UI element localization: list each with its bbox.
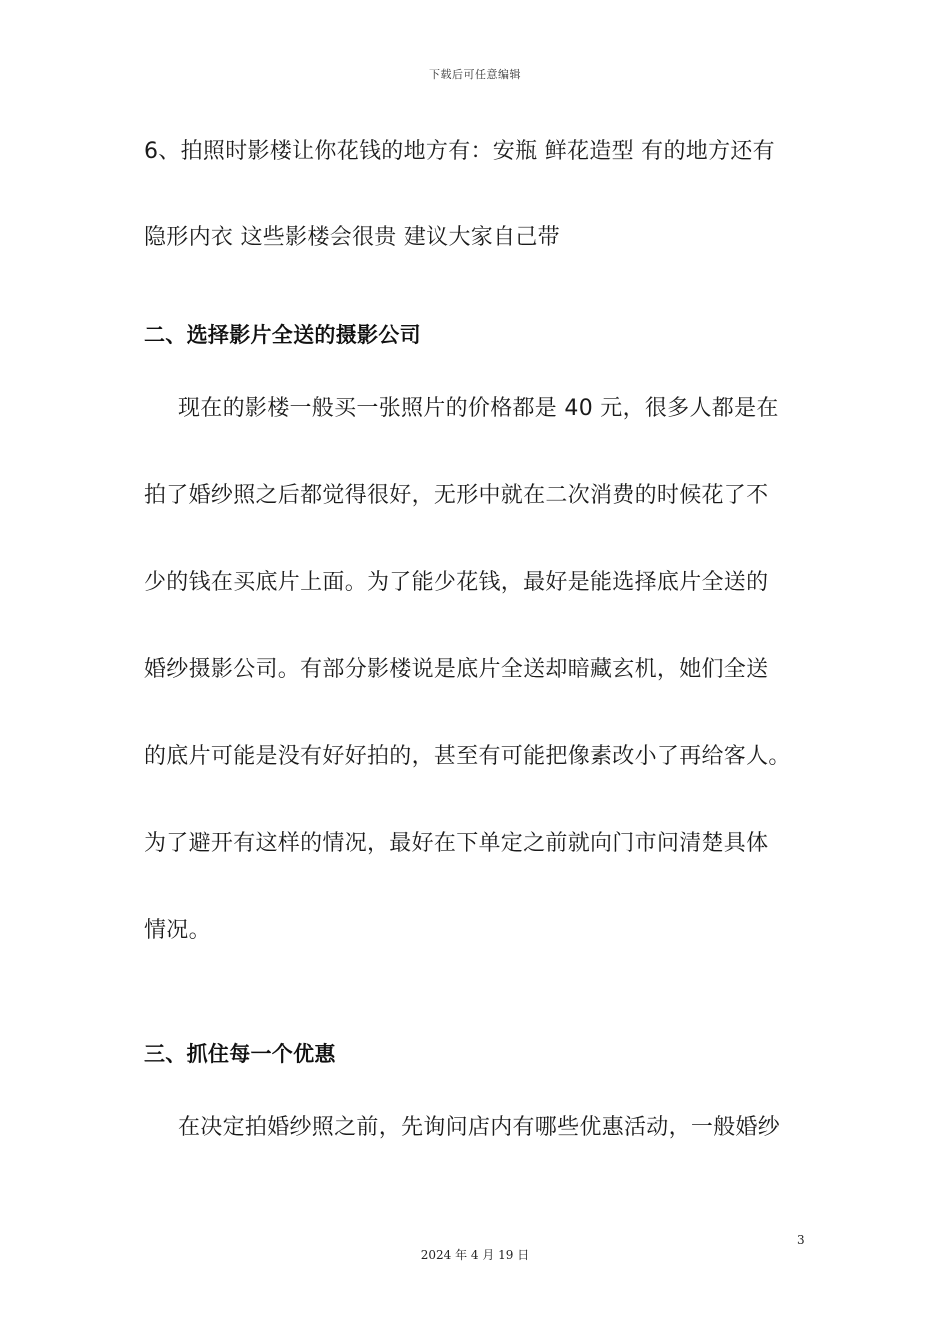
section-2-paragraph-line: 的底片可能是没有好好拍的，甚至有可能把像素改小了再给客人。 — [144, 744, 791, 769]
section-2-paragraph-line: 情况。 — [144, 918, 211, 943]
page-header: 下载后可任意编辑 — [429, 68, 521, 81]
item6-line-1: 6、拍照时影楼让你花钱的地方有：安瓶 鲜花造型 有的地方还有 — [144, 139, 775, 164]
page-number: 3 — [797, 1233, 805, 1247]
section-3-heading: 三、抓住每一个优惠 — [144, 1042, 336, 1066]
footer-date: 2024 年 4 月 19 日 — [420, 1248, 530, 1262]
section-2-heading: 二、选择影片全送的摄影公司 — [144, 323, 421, 347]
section-2-paragraph-line: 拍了婚纱照之后都觉得很好，无形中就在二次消费的时候花了不 — [144, 483, 769, 508]
section-2-paragraph-line: 婚纱摄影公司。有部分影楼说是底片全送却暗藏玄机，她们全送 — [144, 657, 769, 682]
section-2-paragraph-line: 为了避开有这样的情况，最好在下单定之前就向门市问清楚具体 — [144, 831, 769, 856]
section-3-paragraph-line: 在决定拍婚纱照之前，先询问店内有哪些优惠活动，一般婚纱 — [178, 1115, 781, 1140]
section-2-paragraph-line: 少的钱在买底片上面。为了能少花钱，最好是能选择底片全送的 — [144, 570, 769, 595]
section-2-paragraph-line: 现在的影楼一般买一张照片的价格都是 40 元，很多人都是在 — [178, 396, 779, 421]
item6-line-2: 隐形内衣 这些影楼会很贵 建议大家自己带 — [144, 225, 560, 250]
